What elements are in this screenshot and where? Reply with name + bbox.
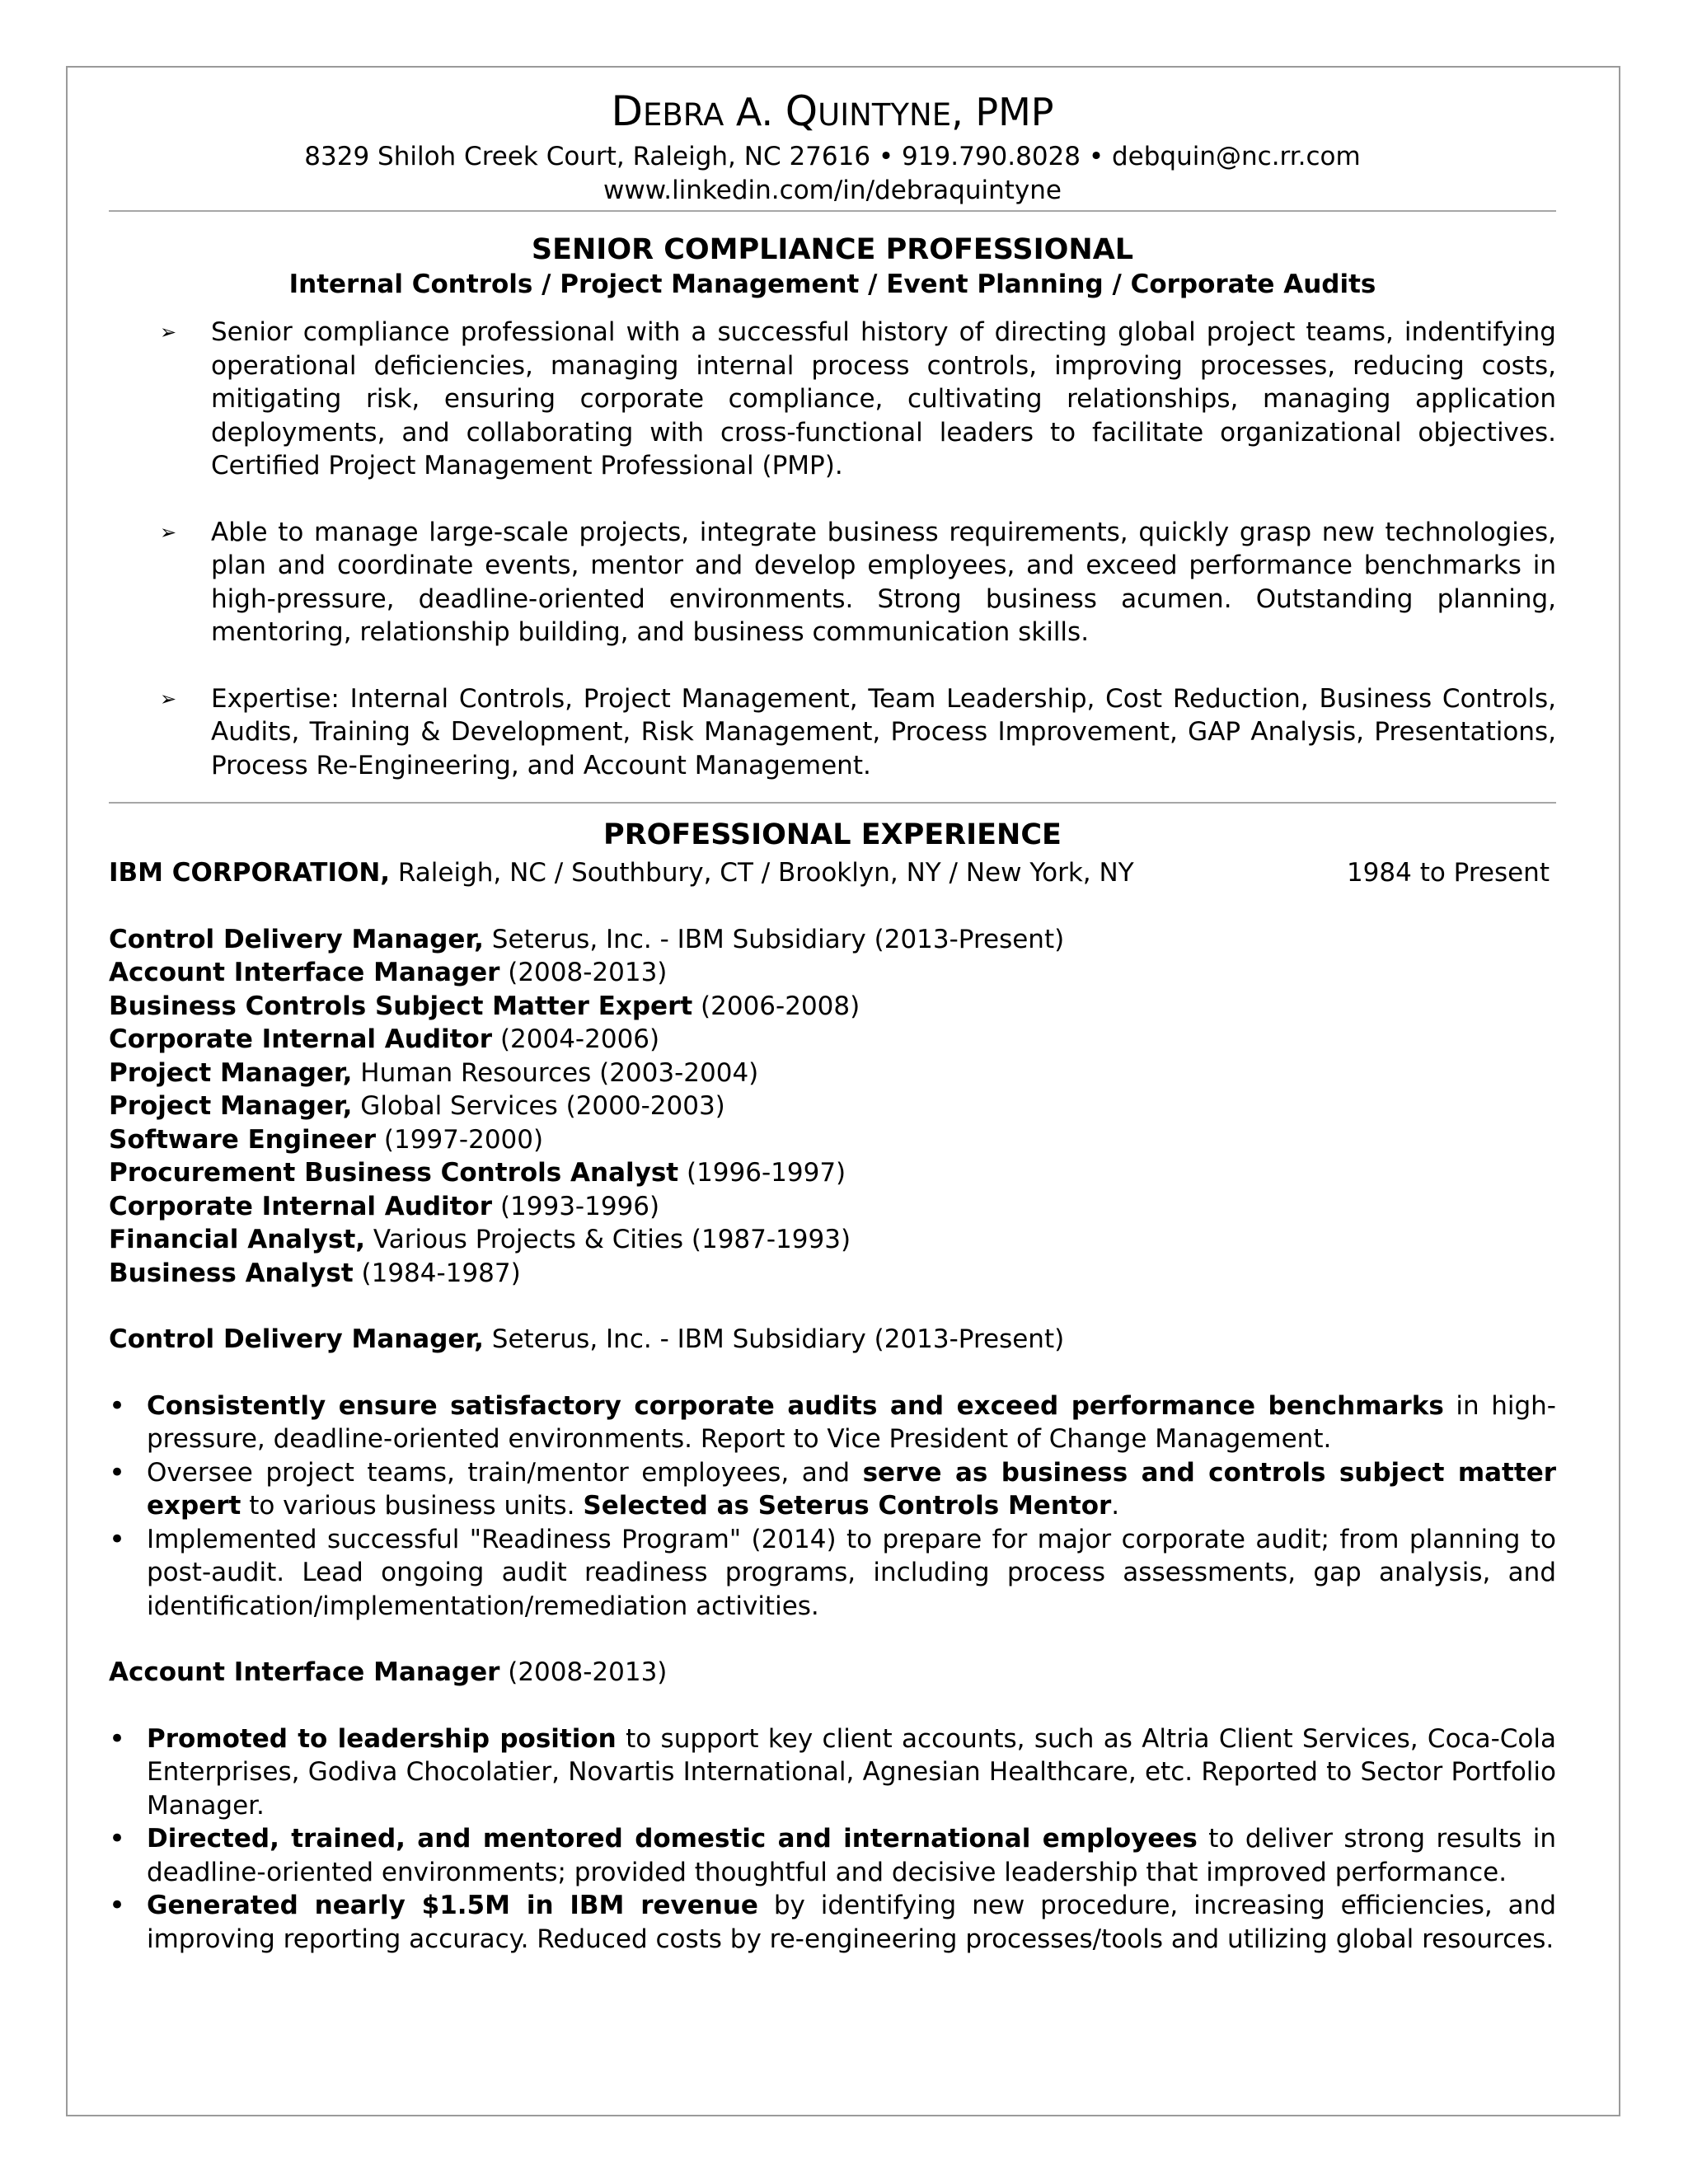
role-title: Corporate Internal Auditor: [109, 1191, 493, 1221]
name-middle: A.: [724, 90, 785, 134]
role-detail: (1993-1996): [492, 1191, 660, 1221]
bullet-item: [109, 1889, 1556, 1956]
bullet-item: [109, 1822, 1556, 1889]
role-title: Software Engineer: [109, 1124, 377, 1155]
position-bullets: [109, 1722, 1556, 1957]
bullet-text: Oversee project teams, train/mentor employees, and: [147, 1457, 863, 1488]
role-title: Procurement Business Controls Analyst: [109, 1158, 679, 1188]
bullet-text: to deliver strong results in deadline-oriented environments; provided thoughtful and decisive leadership that improved performance.: [147, 1824, 1556, 1887]
role-detail: Various Projects & Cities (1987-1993): [365, 1225, 851, 1254]
role-item: [109, 1223, 1556, 1257]
bullet-item: [109, 1523, 1556, 1624]
role-detail: (1997-2000): [376, 1124, 544, 1155]
position-title: Control Delivery Manager,: [109, 1324, 484, 1354]
company-line: [109, 856, 1556, 890]
position-bullets: [109, 1390, 1556, 1624]
role-item: [109, 1190, 1556, 1224]
bullet-bold: Selected as Seterus Controls Mentor: [583, 1491, 1112, 1521]
bullet-item: [109, 1722, 1556, 1823]
role-detail: Global Services (2000-2003): [352, 1091, 725, 1121]
linkedin-url: www.linkedin.com/in/debraquintyne: [603, 175, 1062, 205]
bullet-text: in high-pressure, deadline-oriented environments. Report to Vice President of Change Management.: [147, 1390, 1556, 1454]
name-last-initial: Q: [785, 87, 818, 135]
arrow-bullet-icon: ➢: [160, 321, 177, 344]
bullet-bold: Consistently ensure satisfactory corporate audits and exceed performance benchmarks: [147, 1390, 1444, 1421]
role-detail: (2008-2013): [499, 958, 668, 987]
bullet-icon: •: [109, 1889, 126, 1922]
company-dates: 1984 to Present: [1346, 858, 1550, 888]
role-detail: (1996-1997): [678, 1158, 846, 1188]
bullet-icon: •: [109, 1722, 126, 1755]
name-first-initial: D: [611, 87, 643, 135]
role-item: [109, 1123, 1556, 1157]
role-title: Business Controls Subject Matter Expert: [109, 991, 693, 1021]
bullet-icon: •: [109, 1389, 126, 1422]
role-item: [109, 1156, 1556, 1190]
position-detail: (2008-2013): [499, 1657, 668, 1687]
bullet-item: [109, 1456, 1556, 1523]
bullet-icon: •: [109, 1822, 126, 1855]
role-item: [109, 956, 1556, 990]
role-item: [109, 1023, 1556, 1057]
role-detail: (2004-2006): [492, 1024, 660, 1054]
role-detail: (1984-1987): [353, 1258, 521, 1288]
arrow-bullet-icon: ➢: [160, 687, 177, 710]
role-item: [109, 990, 1556, 1024]
summary-item-text: Expertise: Internal Controls, Project Management, Team Leadership, Cost Reduction, Business Controls, Audits, Training & Development, Risk Management, Process Improvement, GAP Analysis, Presentations, Process Re-Engineering, and Account Management.: [211, 683, 1556, 780]
role-item: [109, 1057, 1556, 1090]
arrow-bullet-icon: ➢: [160, 520, 177, 544]
bullet-bold: Promoted to leadership position: [147, 1723, 617, 1754]
bullet-text: by identifying new procedure, increasing efficiencies, and improving reporting accuracy. Reduced costs by re-engineering processes/tools and utilizing global resources.: [147, 1891, 1557, 1954]
position-heading: [109, 1323, 1556, 1357]
role-title: Project Manager,: [109, 1091, 353, 1121]
resume-page: [109, 87, 1556, 1956]
bullet-icon: •: [109, 1455, 126, 1489]
role-title: Account Interface Manager: [109, 958, 500, 987]
name-suffix: , PMP: [951, 90, 1054, 134]
bullet-bold: Directed, trained, and mentored domestic and international employees: [147, 1824, 1198, 1854]
role-detail: Human Resources (2003-2004): [352, 1057, 759, 1088]
bullet-bold: Generated nearly $1.5M in IBM revenue: [147, 1891, 758, 1920]
company-name-location: [109, 856, 1134, 890]
company-locations: Raleigh, NC / Southbury, CT / Brooklyn, NY / New York, NY: [390, 858, 1134, 888]
bullet-text: to various business units.: [241, 1491, 584, 1521]
bullet-bold: serve as business and controls subject matter expert: [147, 1457, 1557, 1521]
contact-line: 8329 Shiloh Creek Court, Raleigh, NC 27616 • 919.790.8028 • debquin@nc.rr.com: [304, 142, 1361, 171]
summary-item: [109, 316, 1556, 483]
role-detail: (2006-2008): [692, 991, 860, 1021]
role-detail: Seterus, Inc. - IBM Subsidiary (2013-Present): [483, 924, 1065, 954]
role-title: Business Analyst: [109, 1258, 354, 1288]
summary-subtitle: Internal Controls / Project Management / Event Planning / Corporate Audits: [288, 269, 1376, 299]
summary-item: [109, 682, 1556, 783]
summary-item-text: Able to manage large-scale projects, integrate business requirements, quickly grasp new technologies, plan and coordinate events, mentor and develop employees, and exceed performance benchmarks in high-pressure, deadline-oriented environments. Strong business acumen. Outstanding planning, mentoring, relationship building, and business communication skills.: [211, 517, 1556, 647]
bullet-text: to support key client accounts, such as Altria Client Services, Coca-Cola Enterprises, Godiva Chocolatier, Novartis International, Agnesian Healthcare, etc. Reported to Sector Portfolio Manager.: [147, 1723, 1556, 1821]
name-last-rest: UINTYNE: [818, 97, 952, 133]
position-heading: [109, 1656, 1556, 1690]
position-detail: Seterus, Inc. - IBM Subsidiary (2013-Present): [483, 1324, 1065, 1354]
summary-list: [109, 316, 1556, 782]
bullet-icon: •: [109, 1522, 126, 1556]
name-first-rest: EBRA: [642, 97, 724, 133]
role-title: Control Delivery Manager,: [109, 924, 484, 954]
role-item: [109, 1257, 1556, 1291]
candidate-name: [109, 87, 1556, 140]
experience-title: PROFESSIONAL EXPERIENCE: [603, 818, 1062, 851]
role-list: [109, 923, 1556, 1291]
role-title: Financial Analyst,: [109, 1225, 366, 1254]
role-title: Corporate Internal Auditor: [109, 1024, 493, 1054]
company-name: IBM CORPORATION,: [109, 858, 391, 888]
bullet-text: .: [1111, 1491, 1120, 1521]
bullet-text: Implemented successful "Readiness Program" (2014) to prepare for major corporate audit; from planning to post-audit. Lead ongoing audit readiness programs, including process assessments, gap analysis, and identification/implementation/remediation activities.: [147, 1524, 1556, 1621]
bullet-item: [109, 1390, 1556, 1456]
role-item: [109, 923, 1556, 957]
summary-title: SENIOR COMPLIANCE PROFESSIONAL: [531, 233, 1134, 266]
role-title: Project Manager,: [109, 1057, 353, 1088]
summary-item-text: Senior compliance professional with a successful history of directing global project teams, indentifying operational deficiencies, managing internal process controls, improving processes, reducing costs, mitigating risk, ensuring corporate compliance, cultivating relationships, managing application deployments, and collaborating with cross-functional leaders to facilitate organizational objectives. Certified Project Management Professional (PMP).: [211, 317, 1556, 480]
role-item: [109, 1090, 1556, 1123]
position-title: Account Interface Manager: [109, 1657, 500, 1687]
summary-item: [109, 516, 1556, 649]
